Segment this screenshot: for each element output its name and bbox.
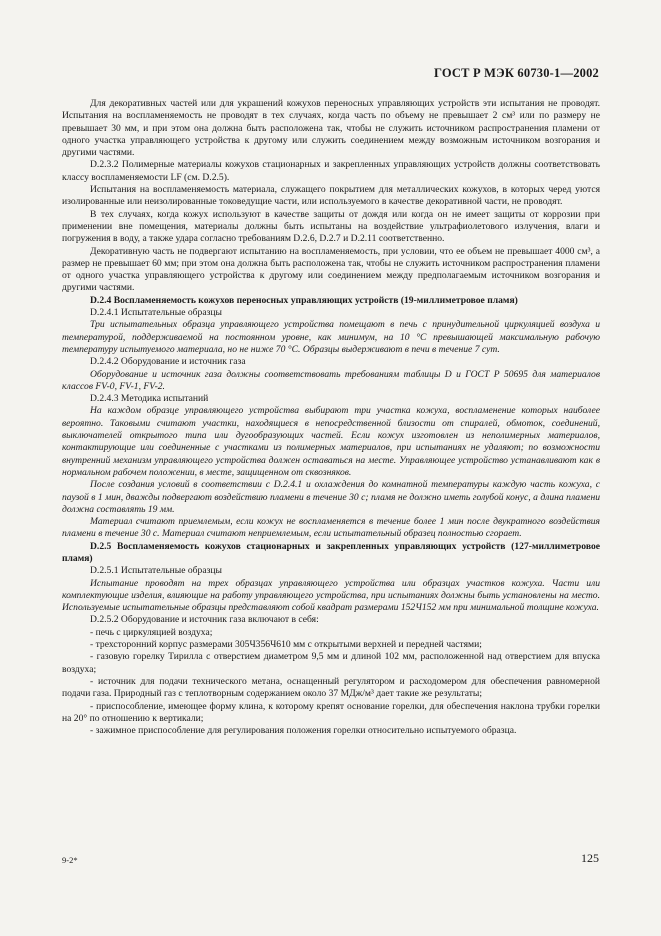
paragraph: Декоративную часть не подвергают испытанию на воспламеняемость, при условии, что ее объем не превышает 4000 см³, а размер не превышает 60 мм; при этом она должна быть расположена так, чтобы не служить источником распространения пламени от одного участка управляющего устройства к другому или соединением между предполагаемым источником возгорания и другими частями. bbox=[62, 245, 600, 294]
paragraph: - приспособление, имеющее форму клина, к которому крепят основание горелки, для обеспечения наклона трубки горелки на 20° по отношению к вертикали; bbox=[62, 700, 600, 724]
paragraph: Испытания на воспламеняемость материала, служащего покрытием для металлических кожухов, в которых черед уются изолированные или неизолированные токоведущие части, или используемого в качестве декоративной части, не проводят. bbox=[62, 184, 600, 208]
page-number: 125 bbox=[581, 851, 599, 865]
paragraph: Оборудование и источник газа должны соответствовать требованиям таблицы D и ГОСТ Р 50695 для материалов классов FV-0, FV-1, FV-2. bbox=[62, 368, 600, 392]
paragraph: Три испытательных образца управляющего устройства помещают в печь с принудительной циркуляцией воздуха и температурой, поддерживаемой на постоянном уровне, как минимум, на 10 °С превышающей максимальную рабочую температуру испытуемого материала, но не ниже 70 °С. Образцы выдерживают в печи в течение 7 сут. bbox=[62, 319, 600, 355]
section-heading: D.2.5 Воспламеняемость кожухов стационарных и закрепленных управляющих устройств (127-миллиметровое пламя) bbox=[62, 540, 600, 564]
paragraph: D.2.5.1 Испытательные образцы bbox=[90, 565, 222, 577]
paragraph: - источник для подачи технического метана, оснащенный регулятором и расходомером для обеспечения равномерной подачи газа. Природный газ с теплотворным содержанием около 37 МДж/м³ дает такие же результаты; bbox=[62, 675, 600, 700]
paragraph: Материал считают приемлемым, если кожух не воспламеняется в течение более 1 мин после двукратного воздействия пламени в течение 30 с. Материал считают неприемлемым, если испытательный образец полностью сгорает. bbox=[62, 516, 600, 540]
document-header: ГОСТ Р МЭК 60730-1—2002 bbox=[434, 66, 599, 80]
paragraph: - зажимное приспособление для регулирования положения горелки относительно испытуемого образца. bbox=[90, 725, 517, 737]
paragraph: В тех случаях, когда кожух используют в качестве защиты от дождя или когда он не имеет защиты от коррозии при применении вне помещения, материалы должны быть испытаны на воздействие ультрафиолетового излучения, влаги и погружения в воду, а также удара согласно требованиям D.2.6, D.2.7 и D.2.11 соответственно. bbox=[62, 208, 600, 245]
paragraph: - печь с циркуляцией воздуха; bbox=[90, 626, 213, 638]
sheet-mark: 9-2* bbox=[62, 855, 78, 865]
paragraph: D.2.4.1 Испытательные образцы bbox=[90, 307, 222, 319]
paragraph: - трехсторонний корпус размерами 305Ч356Ч610 мм с открытыми верхней и передней частями; bbox=[90, 639, 482, 651]
paragraph: D.2.4.3 Методика испытаний bbox=[90, 393, 209, 405]
paragraph: - газовую горелку Тирилла с отверстием диаметром 9,5 мм и длиной 102 мм, расположенной над отверстием для впуска воздуха; bbox=[62, 651, 600, 675]
paragraph: После создания условий в соответствии с D.2.4.1 и охлаждения до комнатной температуры каждую часть кожуха, с паузой в 1 мин, дважды подвергают воздействию пламени в течение 30 с; пламя не должно иметь голубой конус, а длина пламени должна составлять 19 мм. bbox=[62, 479, 600, 515]
paragraph: D.2.4.2 Оборудование и источник газа bbox=[90, 356, 246, 368]
paragraph: Для декоративных частей или для украшений кожухов переносных управляющих устройств эти испытания не проводят. Испытания на воспламеняемость не проводят в тех случаях, когда часть по объему не превышает 2 см³ или по размеру не превышает 30 мм, и при этом она должна быть расположена так, чтобы не служить источником распространения пламени от одного участка управляющего устройства к другому или служить соединением между возможным источником возгорания и другими частями. bbox=[62, 98, 600, 159]
paragraph: На каждом образце управляющего устройства выбирают три участка кожуха, воспламенение которых наиболее вероятно. Таковыми считают участки, находящиеся в непосредственной близости от спиралей, обмоток, соединений, выключателей открытого типа или дугообразующих частей. Если кожух изготовлен из неполимерных материалов, контактирующие или соединенные с участками из полимерных материалов, при испытаниях не удаляют; по возможности внутренний механизм управляющего устройства должен оставаться на месте. Управляющее устройство устанавливают как в нормальном рабочем положении, в месте, защищенном от сквозняков. bbox=[62, 405, 600, 478]
document-body bbox=[62, 98, 600, 737]
paragraph: D.2.3.2 Полимерные материалы кожухов стационарных и закрепленных управляющих устройств должны соответствовать классу воспламеняемости LF (см. D.2.5). bbox=[62, 159, 600, 183]
paragraph: Испытание проводят на трех образцах управляющего устройства или образцах участков кожуха. Части или комплектующие изделия, влияющие на работу управляющего устройства, при испытаниях должны быть установлены на место. Используемые испытательные образцы представляют собой квадрат размерами 152Ч152 мм при минимальной толщине кожуха. bbox=[62, 577, 600, 614]
paragraph: D.2.5.2 Оборудование и источник газа включают в себя: bbox=[90, 614, 319, 626]
section-heading: D.2.4 Воспламеняемость кожухов переносных управляющих устройств (19-миллиметровое пламя) bbox=[90, 294, 518, 306]
